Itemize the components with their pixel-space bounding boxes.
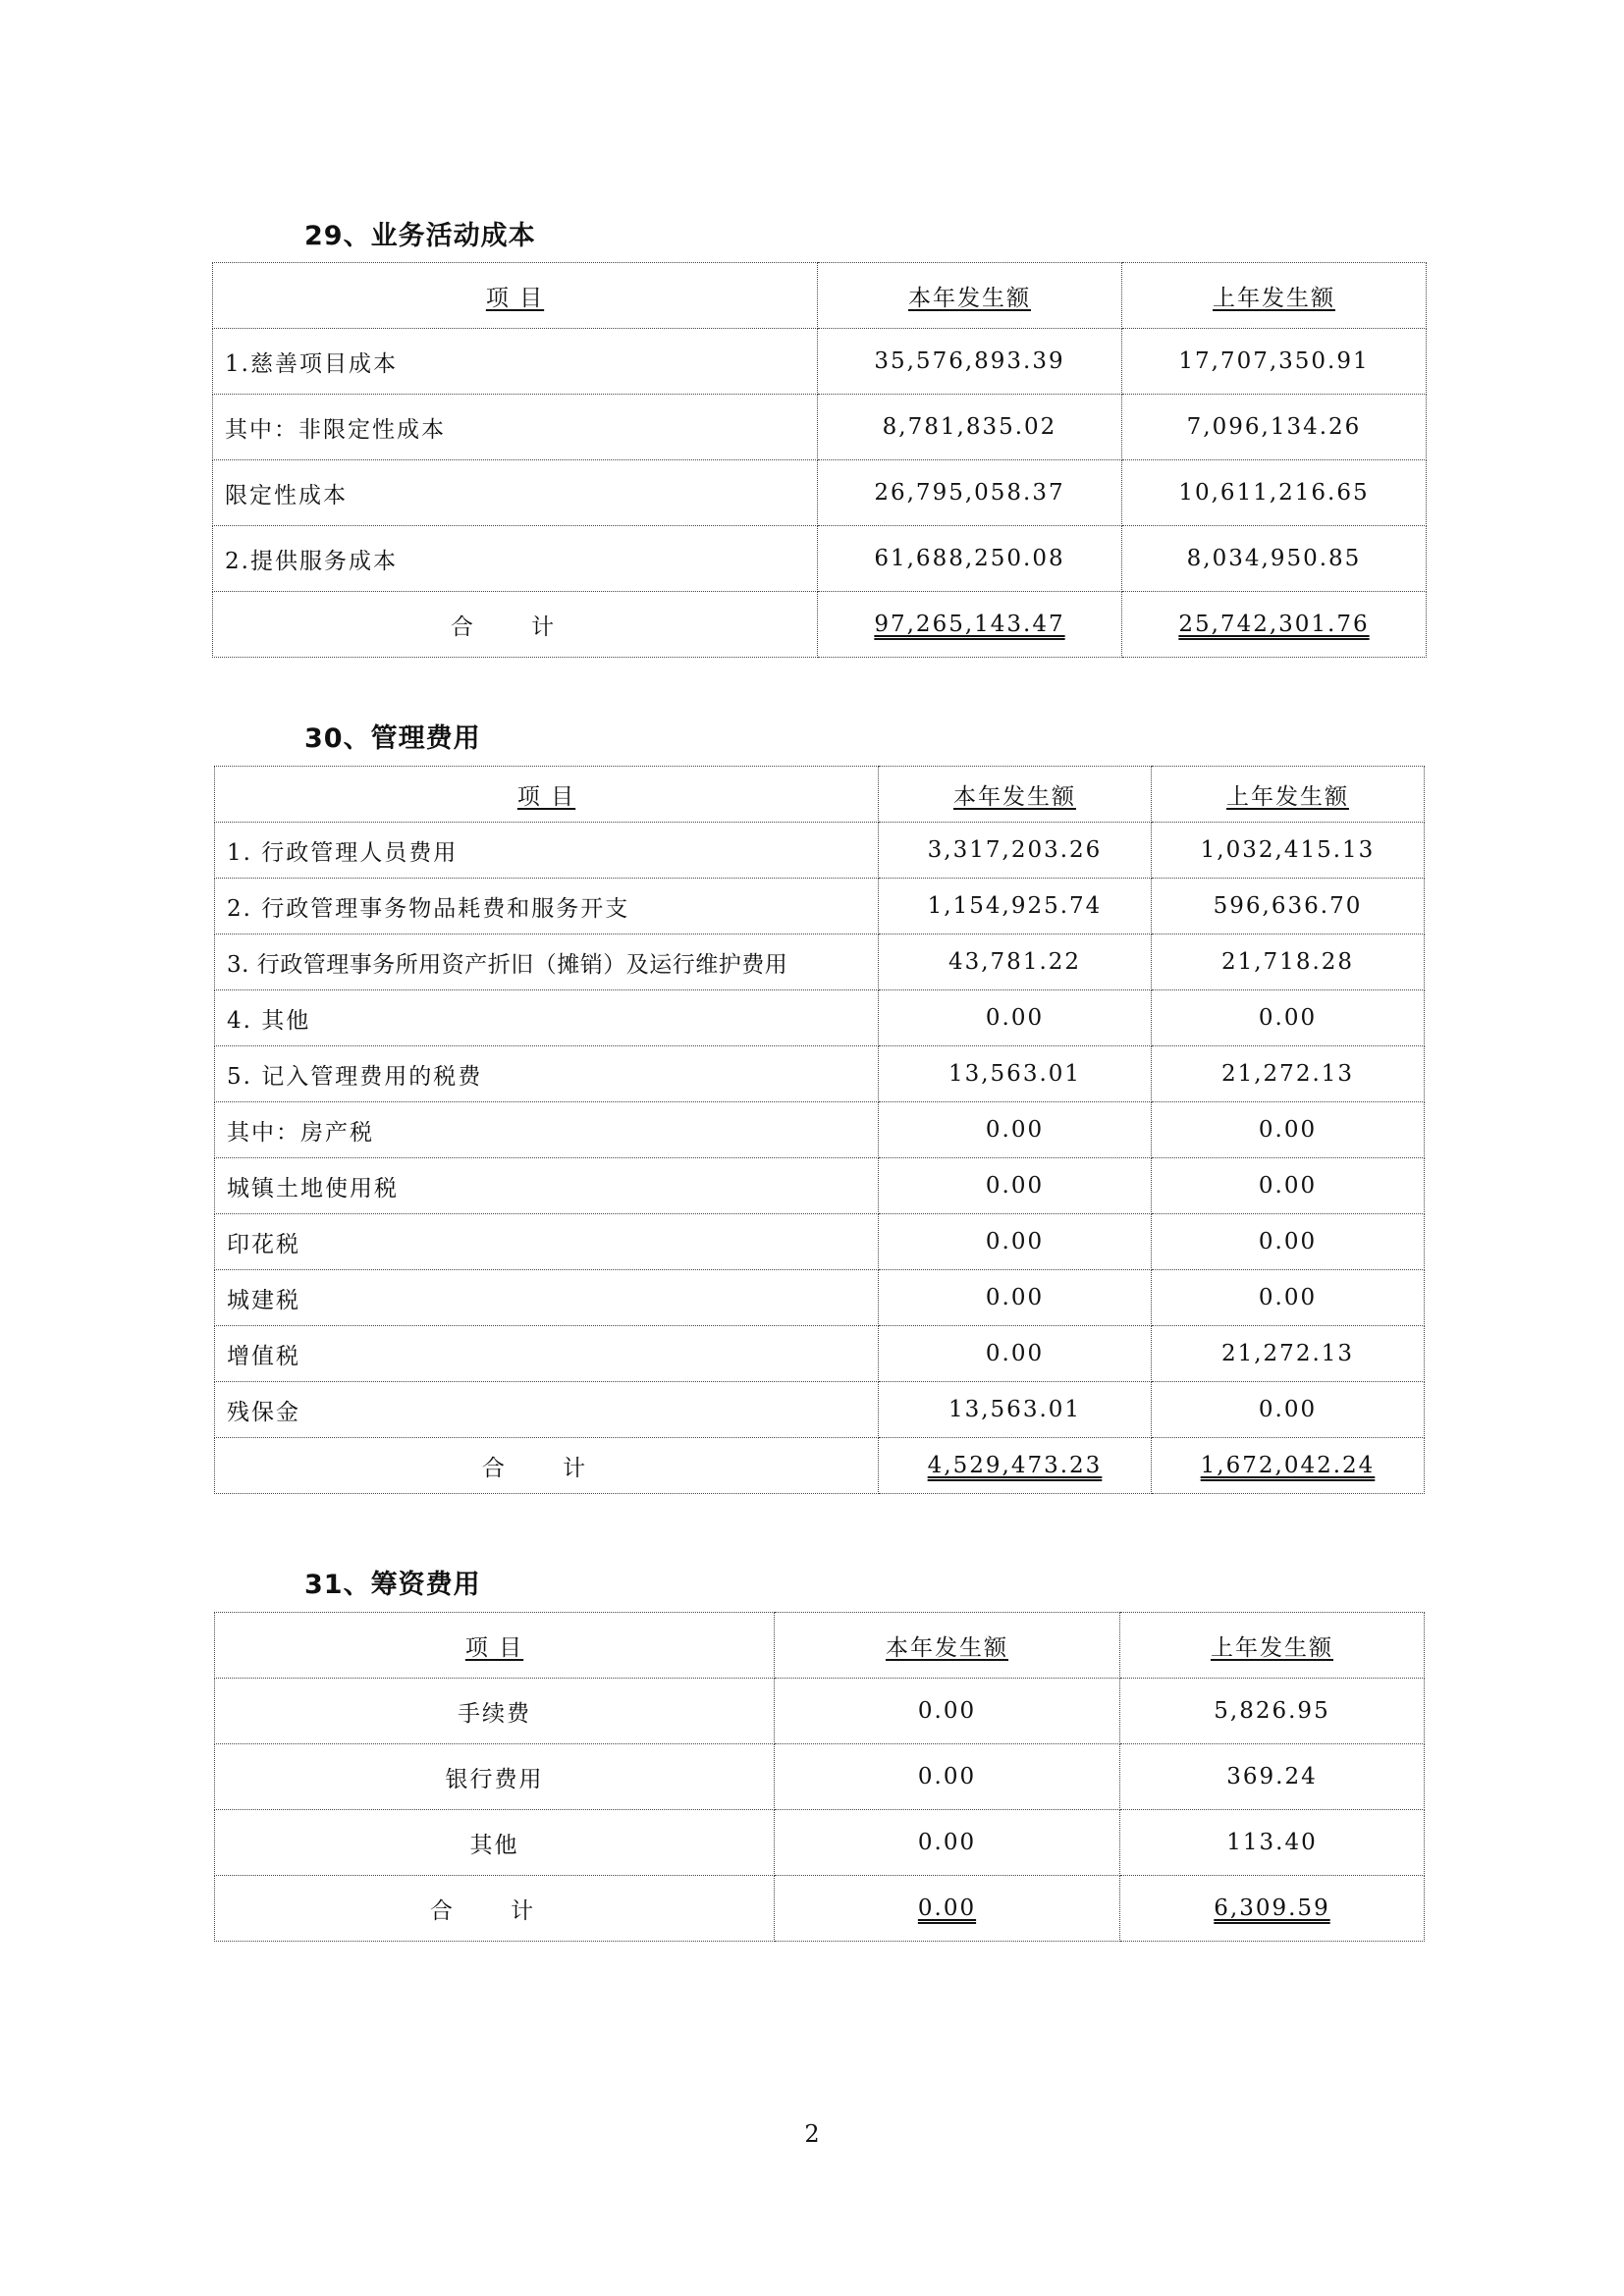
row-current: 1,154,925.74 xyxy=(879,879,1152,934)
row-previous: 5,826.95 xyxy=(1120,1679,1425,1744)
table-row xyxy=(215,990,1425,1046)
total-current: 97,265,143.47 xyxy=(818,592,1122,658)
table-row xyxy=(215,1270,1425,1326)
total-label: 合 计 xyxy=(215,1876,775,1942)
table-row xyxy=(213,460,1427,526)
table-row xyxy=(213,395,1427,460)
row-current: 0.00 xyxy=(879,1270,1152,1326)
row-previous: 0.00 xyxy=(1152,1382,1425,1438)
header-current-year: 本年发生额 xyxy=(879,767,1152,823)
row-current: 13,563.01 xyxy=(879,1382,1152,1438)
table-row xyxy=(215,1679,1425,1744)
table-row xyxy=(215,1102,1425,1158)
row-previous: 21,272.13 xyxy=(1152,1326,1425,1382)
row-item: 1.慈善项目成本 xyxy=(213,329,818,395)
table-financing-expenses xyxy=(214,1612,1425,1942)
row-item: 其中：非限定性成本 xyxy=(213,395,818,460)
row-previous: 10,611,216.65 xyxy=(1122,460,1427,526)
row-previous: 0.00 xyxy=(1152,1102,1425,1158)
row-current: 0.00 xyxy=(879,990,1152,1046)
page-number: 2 xyxy=(804,2120,820,2148)
row-current: 0.00 xyxy=(775,1679,1120,1744)
row-item: 城建税 xyxy=(215,1270,879,1326)
row-item: 印花税 xyxy=(215,1214,879,1270)
section-29-title: 29、业务活动成本 xyxy=(304,221,536,251)
row-previous: 0.00 xyxy=(1152,1158,1425,1214)
table-row xyxy=(215,1046,1425,1102)
header-item: 项 目 xyxy=(215,767,879,823)
table-total-row xyxy=(215,1876,1425,1942)
table-header-row xyxy=(213,263,1427,329)
total-previous: 6,309.59 xyxy=(1120,1876,1425,1942)
table-row xyxy=(215,1214,1425,1270)
row-previous: 0.00 xyxy=(1152,1270,1425,1326)
row-current: 13,563.01 xyxy=(879,1046,1152,1102)
table-row xyxy=(215,1810,1425,1876)
table-header-row xyxy=(215,1613,1425,1679)
header-current-year: 本年发生额 xyxy=(775,1613,1120,1679)
table-row xyxy=(215,823,1425,879)
row-previous: 596,636.70 xyxy=(1152,879,1425,934)
row-item: 城镇土地使用税 xyxy=(215,1158,879,1214)
row-previous: 0.00 xyxy=(1152,990,1425,1046)
row-item: 2. 行政管理事务物品耗费和服务开支 xyxy=(215,879,879,934)
table-row xyxy=(215,1744,1425,1810)
total-current: 0.00 xyxy=(775,1876,1120,1942)
row-previous: 21,272.13 xyxy=(1152,1046,1425,1102)
row-current: 0.00 xyxy=(879,1102,1152,1158)
total-label: 合 计 xyxy=(213,592,818,658)
row-previous: 113.40 xyxy=(1120,1810,1425,1876)
row-current: 8,781,835.02 xyxy=(818,395,1122,460)
row-item: 5. 记入管理费用的税费 xyxy=(215,1046,879,1102)
header-item: 项 目 xyxy=(213,263,818,329)
total-previous: 25,742,301.76 xyxy=(1122,592,1427,658)
row-current: 0.00 xyxy=(879,1158,1152,1214)
row-current: 0.00 xyxy=(775,1810,1120,1876)
row-previous: 21,718.28 xyxy=(1152,934,1425,990)
table-row xyxy=(215,1326,1425,1382)
row-item: 银行费用 xyxy=(215,1744,775,1810)
row-current: 35,576,893.39 xyxy=(818,329,1122,395)
row-previous: 17,707,350.91 xyxy=(1122,329,1427,395)
table-row xyxy=(215,1158,1425,1214)
row-item: 其中：房产税 xyxy=(215,1102,879,1158)
row-current: 61,688,250.08 xyxy=(818,526,1122,592)
row-current: 0.00 xyxy=(879,1326,1152,1382)
header-previous-year: 上年发生额 xyxy=(1122,263,1427,329)
total-label: 合 计 xyxy=(215,1438,879,1494)
table-row xyxy=(215,1382,1425,1438)
row-item: 2.提供服务成本 xyxy=(213,526,818,592)
total-previous: 1,672,042.24 xyxy=(1152,1438,1425,1494)
table-management-expenses xyxy=(214,766,1425,1494)
table-row xyxy=(215,934,1425,990)
row-previous: 369.24 xyxy=(1120,1744,1425,1810)
row-item: 手续费 xyxy=(215,1679,775,1744)
table-row xyxy=(213,526,1427,592)
total-current: 4,529,473.23 xyxy=(879,1438,1152,1494)
row-current: 43,781.22 xyxy=(879,934,1152,990)
row-previous: 0.00 xyxy=(1152,1214,1425,1270)
row-item: 其他 xyxy=(215,1810,775,1876)
row-previous: 7,096,134.26 xyxy=(1122,395,1427,460)
table-business-activity-cost xyxy=(212,262,1427,658)
row-item: 限定性成本 xyxy=(213,460,818,526)
row-item: 1. 行政管理人员费用 xyxy=(215,823,879,879)
table-total-row xyxy=(215,1438,1425,1494)
row-item: 增值税 xyxy=(215,1326,879,1382)
table-header-row xyxy=(215,767,1425,823)
section-30-title: 30、管理费用 xyxy=(304,723,481,754)
row-current: 3,317,203.26 xyxy=(879,823,1152,879)
row-item: 残保金 xyxy=(215,1382,879,1438)
row-previous: 1,032,415.13 xyxy=(1152,823,1425,879)
row-previous: 8,034,950.85 xyxy=(1122,526,1427,592)
header-current-year: 本年发生额 xyxy=(818,263,1122,329)
header-previous-year: 上年发生额 xyxy=(1152,767,1425,823)
table-total-row xyxy=(213,592,1427,658)
table-row xyxy=(215,879,1425,934)
row-current: 0.00 xyxy=(879,1214,1152,1270)
row-current: 0.00 xyxy=(775,1744,1120,1810)
section-31-title: 31、筹资费用 xyxy=(304,1570,481,1600)
row-current: 26,795,058.37 xyxy=(818,460,1122,526)
row-item: 4. 其他 xyxy=(215,990,879,1046)
header-item: 项 目 xyxy=(215,1613,775,1679)
table-row xyxy=(213,329,1427,395)
row-item: 3. 行政管理事务所用资产折旧（摊销）及运行维护费用 xyxy=(215,934,879,990)
header-previous-year: 上年发生额 xyxy=(1120,1613,1425,1679)
